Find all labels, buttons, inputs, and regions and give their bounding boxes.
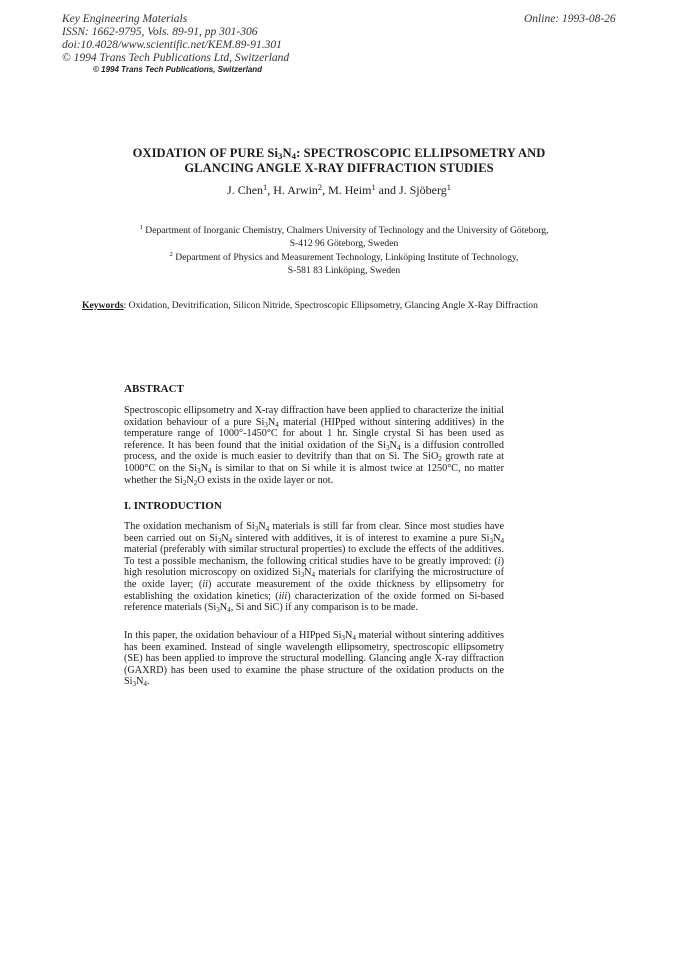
title-line-1: OXIDATION OF PURE $Si_3N_4$: SPECTROSCOPIC ELLIPSOMETRY AND bbox=[132, 146, 546, 161]
title-line-2: GLANCING ANGLE X-RAY DIFFRACTION STUDIES bbox=[184, 161, 494, 175]
journal-name: Key Engineering Materials bbox=[62, 13, 188, 25]
author: H. Arwin bbox=[273, 183, 318, 197]
author-list: J. Chen$^1$, H. Arwin$^2$, M. Heim$^1$ and J. Sjöberg$^1$ bbox=[227, 183, 451, 197]
author-affiliation-mark: 1 bbox=[263, 183, 268, 192]
author-affiliation-mark: 1 bbox=[446, 183, 451, 192]
introduction-heading: I. INTRODUCTION bbox=[124, 500, 222, 512]
author: J. Chen bbox=[227, 183, 264, 197]
introduction-paragraph-1: The oxidation mechanism of $Si_3N_4$ materials is still far from clear. Since most studies have been carried out on $Si_3N_4$ sintered with additives, it is of interest to examine a pure $Si_3N_4$ material (preferably with similar structural properties) to exclude the effects of the additives. To test a possible mechanism, the following critical studies have to be greatly improved: (i) high resolution microscopy on oxidized $Si_3N_4$ materials for clarifying the microstructure of the oxide layer; (ii) accurate measurement of the oxide thickness by ellipsometry for establishing the oxidation kinetics; (iii) characterization of the oxide formed on Si-based reference materials ($Si_3N_4$, Si and SiC) if any comparison is to be made. bbox=[124, 521, 505, 615]
author-affiliation-mark: 2 bbox=[317, 183, 323, 192]
keywords-label: Keywords bbox=[82, 300, 124, 311]
keywords-list: : Oxidation, Devitrification, Silicon Nitride, Spectroscopic Ellipsometry, Glancing Angle X-Ray Diffraction bbox=[123, 300, 538, 311]
author-affiliation-mark: 1 bbox=[371, 183, 376, 192]
online-date: Online: 1993-08-26 bbox=[524, 13, 616, 25]
copyright-line: © 1994 Trans Tech Publications Ltd, Switzerland bbox=[62, 52, 290, 64]
author: M. Heim bbox=[328, 183, 372, 197]
journal-header bbox=[62, 13, 289, 65]
paper-title bbox=[60, 146, 618, 176]
abstract-heading: ABSTRACT bbox=[124, 383, 184, 395]
author: J. Sjöberg bbox=[398, 183, 447, 197]
introduction-paragraph-2: In this paper, the oxidation behaviour of a HIPped $Si_3N_4$ material without sintering additives has been examined. Instead of single wavelength ellipsometry, spectroscopic ellipsometry (SE) has been applied to improve the structural modelling. Glancing angle X-ray diffraction (GAXRD) has been used to examine the phase structure of the oxidation products on the $Si_3N_4$. bbox=[124, 630, 504, 689]
abstract-text: Spectroscopic ellipsometry and X-ray diffraction have been applied to characterize the initial oxidation behaviour of a pure $Si_3N_4$ material (HIPped without sintering additives) in the temperature range of 1000°-1450°C for about 1 hr. Single crystal Si has been used as reference. It has been found that the initial oxidation of the $Si_3N_4$ is a diffusion controlled process, and the oxide is much easier to devitrify than that on Si. The SiO$_2$ growth rate at 1000°C on the $Si_3N_4$ is similar to that on Si while it is almost twice at 1250°C, no matter whether the $Si_2N_2O$ exists in the oxide layer or not. bbox=[124, 405, 505, 487]
affiliation-1: $^1$ Department of Inorganic Chemistry, Chalmers University of Technology and the University of Göteborg, S-412 96 Göteborg, Sweden bbox=[139, 224, 549, 249]
keywords bbox=[82, 300, 542, 313]
doi-link[interactable]: doi:10.4028/www.scientific.net/KEM.89-91.301 bbox=[62, 39, 282, 51]
publisher-note: © 1994 Trans Tech Publications, Switzerland bbox=[93, 65, 263, 74]
affiliation-2: $^2$ Department of Physics and Measurement Technology, Linköping Institute of Technology, S-581 83 Linköping, Sweden bbox=[169, 251, 519, 276]
issn-line: ISSN: 1662-9795, Vols. 89-91, pp 301-306 bbox=[62, 26, 258, 38]
